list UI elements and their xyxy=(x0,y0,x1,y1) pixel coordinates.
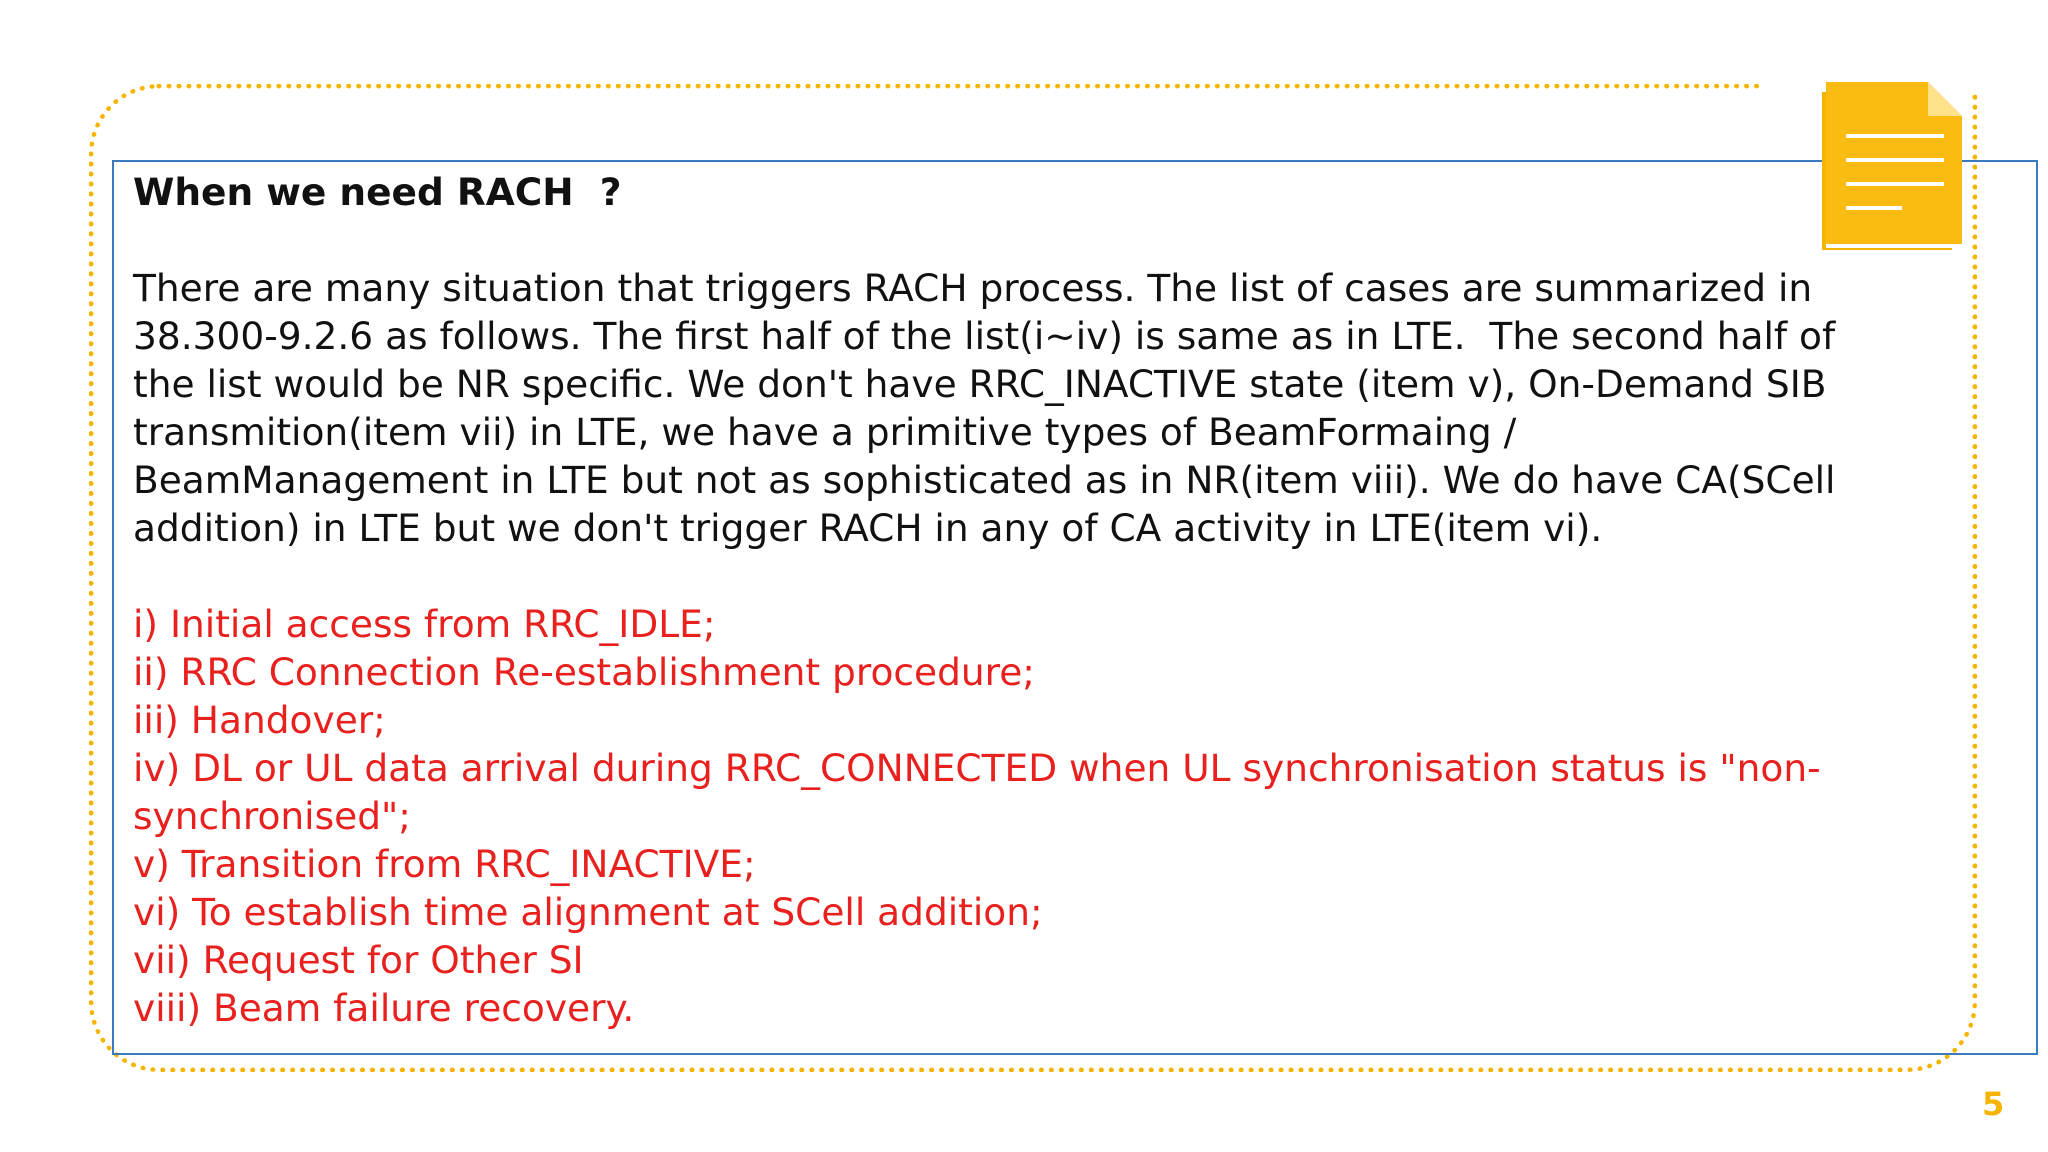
paragraph-line: the list would be NR specific. We don't have RRC_INACTIVE state (item v), On-Demand SIB xyxy=(133,362,1827,406)
paragraph-line: There are many situation that triggers RACH process. The list of cases are summarized in xyxy=(133,266,1813,310)
rach-trigger-list xyxy=(133,600,2003,1032)
list-item: ii) RRC Connection Re-establishment procedure; xyxy=(133,650,1035,694)
slide-heading: When we need RACH ? xyxy=(133,170,622,214)
list-item: iii) Handover; xyxy=(133,698,386,742)
paragraph-line: BeamManagement in LTE but not as sophisticated as in NR(item viii). We do have CA(SCell xyxy=(133,458,1836,502)
list-item: v) Transition from RRC_INACTIVE; xyxy=(133,842,756,886)
list-item: iv) DL or UL data arrival during RRC_CONNECTED when UL synchronisation status is "non- xyxy=(133,746,1821,790)
list-item: i) Initial access from RRC_IDLE; xyxy=(133,602,716,646)
description-paragraph xyxy=(133,264,2003,552)
list-item: vii) Request for Other SI xyxy=(133,938,584,982)
paragraph-line: transmition(item vii) in LTE, we have a primitive types of BeamFormaing / xyxy=(133,410,1517,454)
list-item: viii) Beam failure recovery. xyxy=(133,986,635,1030)
list-item: vi) To establish time alignment at SCell addition; xyxy=(133,890,1043,934)
list-item: synchronised"; xyxy=(133,794,411,838)
paragraph-line: addition) in LTE but we don't trigger RACH in any of CA activity in LTE(item vi). xyxy=(133,506,1603,550)
paragraph-line: 38.300-9.2.6 as follows. The first half of the list(i~iv) is same as in LTE. The second half of xyxy=(133,314,1836,358)
page-number: 5 xyxy=(1982,1085,2005,1123)
slide-content xyxy=(133,168,2003,1032)
